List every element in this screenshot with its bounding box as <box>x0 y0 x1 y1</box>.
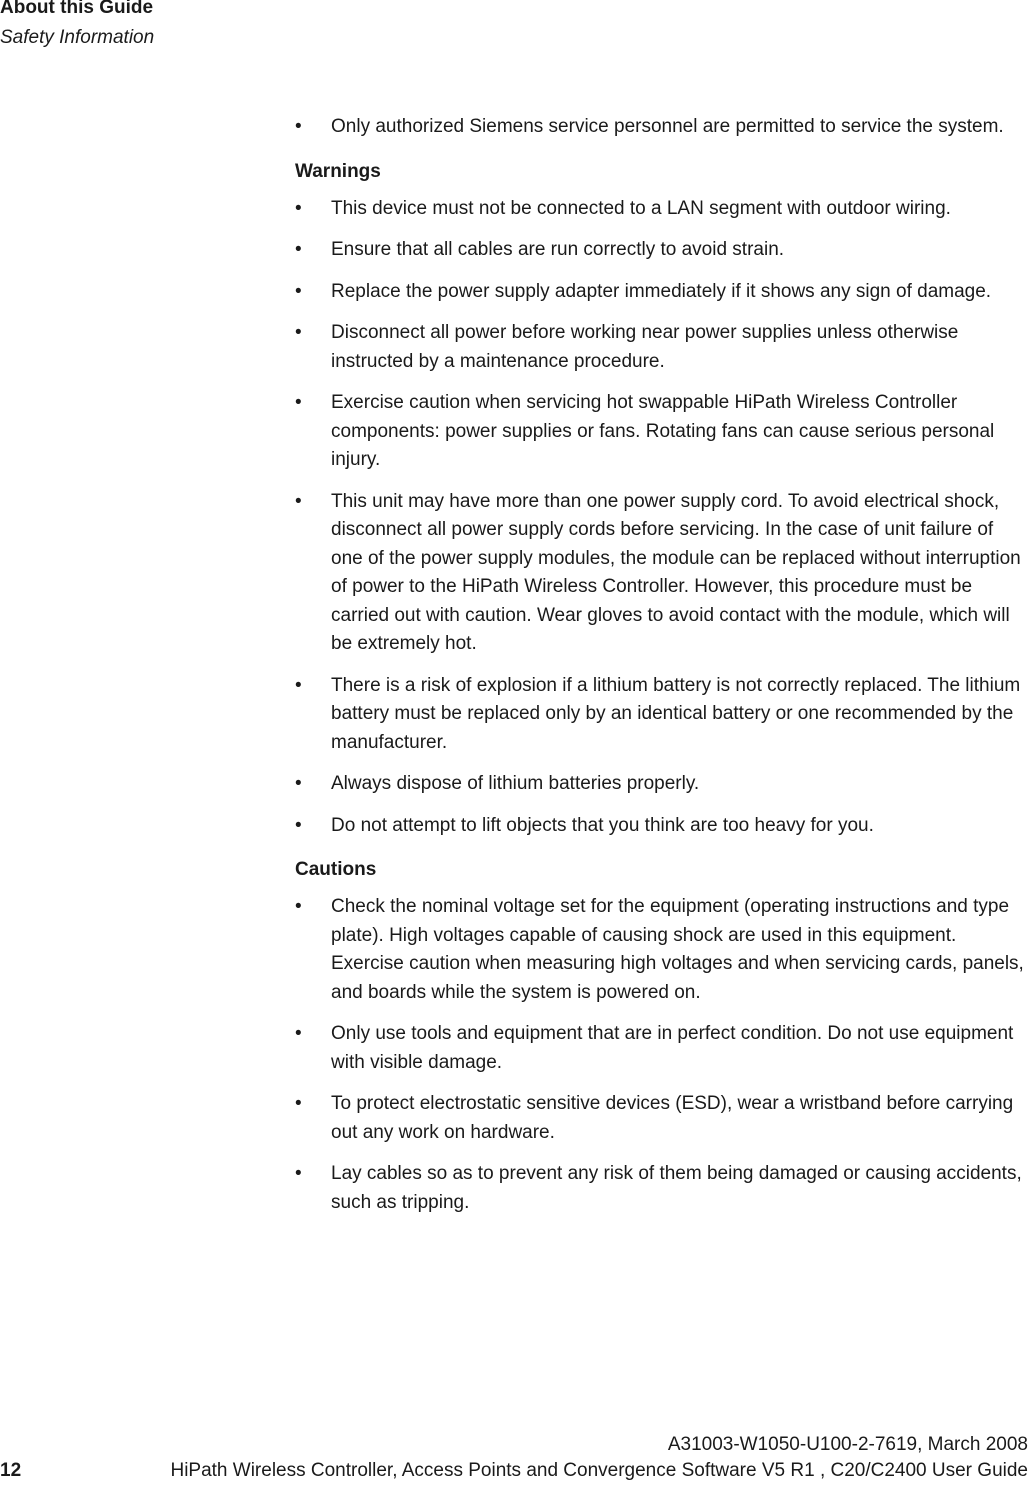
list-item <box>295 770 1030 799</box>
footer-line <box>0 1460 1030 1484</box>
section-subtitle: Safety Information <box>0 27 155 48</box>
bullet-icon: • <box>295 1023 302 1044</box>
bullet-icon: • <box>295 239 302 260</box>
bullet-icon: • <box>295 1093 302 1114</box>
list-item <box>295 195 1030 224</box>
bullet-icon: • <box>295 116 302 137</box>
bullet-icon: • <box>295 322 302 343</box>
bullet-icon: • <box>295 392 302 413</box>
list-item <box>295 1090 1030 1147</box>
bullet-icon: • <box>295 773 302 794</box>
page-number: 12 <box>0 1460 22 1481</box>
intro-list <box>295 113 1030 142</box>
list-item <box>295 389 1030 475</box>
bullet-icon: • <box>295 197 302 219</box>
bullet-icon: • <box>295 280 302 302</box>
page-header <box>0 0 154 49</box>
list-item <box>295 488 1030 659</box>
list-item <box>295 113 1030 142</box>
list-item <box>295 812 1030 841</box>
list-item <box>295 893 1030 1007</box>
warnings-heading: Warnings <box>295 160 381 182</box>
list-item <box>295 236 1030 265</box>
product-title: HiPath Wireless Controller, Access Points and Convergence Software V5 R1 , C20/C2400 User Guide <box>170 1460 1028 1481</box>
document-id: A31003-W1050-U100-2-7619, March 2008 <box>667 1434 1028 1455</box>
list-item-text: Replace the power supply adapter immediately if it shows any sign of damage. <box>331 280 992 302</box>
list-item-text: There is a risk of explosion if a lithium battery is not correctly replaced. The lithium battery must be replaced only by an identical battery or one recommended by the manufacturer. <box>331 674 1021 753</box>
page-footer <box>0 1434 1030 1484</box>
list-item <box>295 278 1030 307</box>
list-item-text: Do not attempt to lift objects that you think are too heavy for you. <box>331 814 874 836</box>
list-item-text: Check the nominal voltage set for the equipment (operating instructions and type plate). High voltages capable of causing shock are used in this equipment. Exercise caution when measuring high voltages and when servicing cards, panels, and boards while the system is powered on. <box>331 896 1024 1003</box>
list-item-text: Ensure that all cables are run correctly to avoid strain. <box>331 239 785 260</box>
chapter-title: About this Guide <box>0 0 154 18</box>
cautions-heading: Cautions <box>295 859 377 880</box>
list-item-text: Exercise caution when servicing hot swappable HiPath Wireless Controller components: power supplies or fans. Rotating fans can cause serious personal injury. <box>331 392 995 470</box>
list-item <box>295 1020 1030 1077</box>
bullet-icon: • <box>295 674 302 696</box>
list-item <box>295 1160 1030 1217</box>
list-item-text: This unit may have more than one power supply cord. To avoid electrical shock, disconnect all power supply cords before servicing. In the case of unit failure of one of the power supply modules, the module can be replaced without interruption of power to the HiPath Wireless Controller. However, this procedure must be carried out with caution. Wear gloves to avoid contact with the module, which will be extremely hot. <box>331 490 1021 654</box>
bullet-icon: • <box>295 814 302 836</box>
list-item <box>295 672 1030 758</box>
bullet-icon: • <box>295 1163 302 1184</box>
list-item-text: Lay cables so as to prevent any risk of them being damaged or causing accidents, such as tripping. <box>331 1163 1022 1213</box>
bullet-icon: • <box>295 896 302 917</box>
list-item-text: This device must not be connected to a LAN segment with outdoor wiring. <box>331 197 951 219</box>
list-item <box>295 319 1030 376</box>
list-item-text: Always dispose of lithium batteries properly. <box>331 773 700 794</box>
list-item-text: Only use tools and equipment that are in perfect condition. Do not use equipment with visible damage. <box>331 1023 1014 1073</box>
list-item-text: To protect electrostatic sensitive devices (ESD), wear a wristband before carrying out any work on hardware. <box>331 1093 1014 1143</box>
warnings-list <box>295 195 1030 841</box>
list-item-text: Disconnect all power before working near power supplies unless otherwise instructed by a maintenance procedure. <box>331 322 959 372</box>
list-item-text: Only authorized Siemens service personnel are permitted to service the system. <box>331 116 1004 137</box>
bullet-icon: • <box>295 490 302 512</box>
main-content <box>295 113 1030 1230</box>
cautions-list <box>295 893 1030 1217</box>
